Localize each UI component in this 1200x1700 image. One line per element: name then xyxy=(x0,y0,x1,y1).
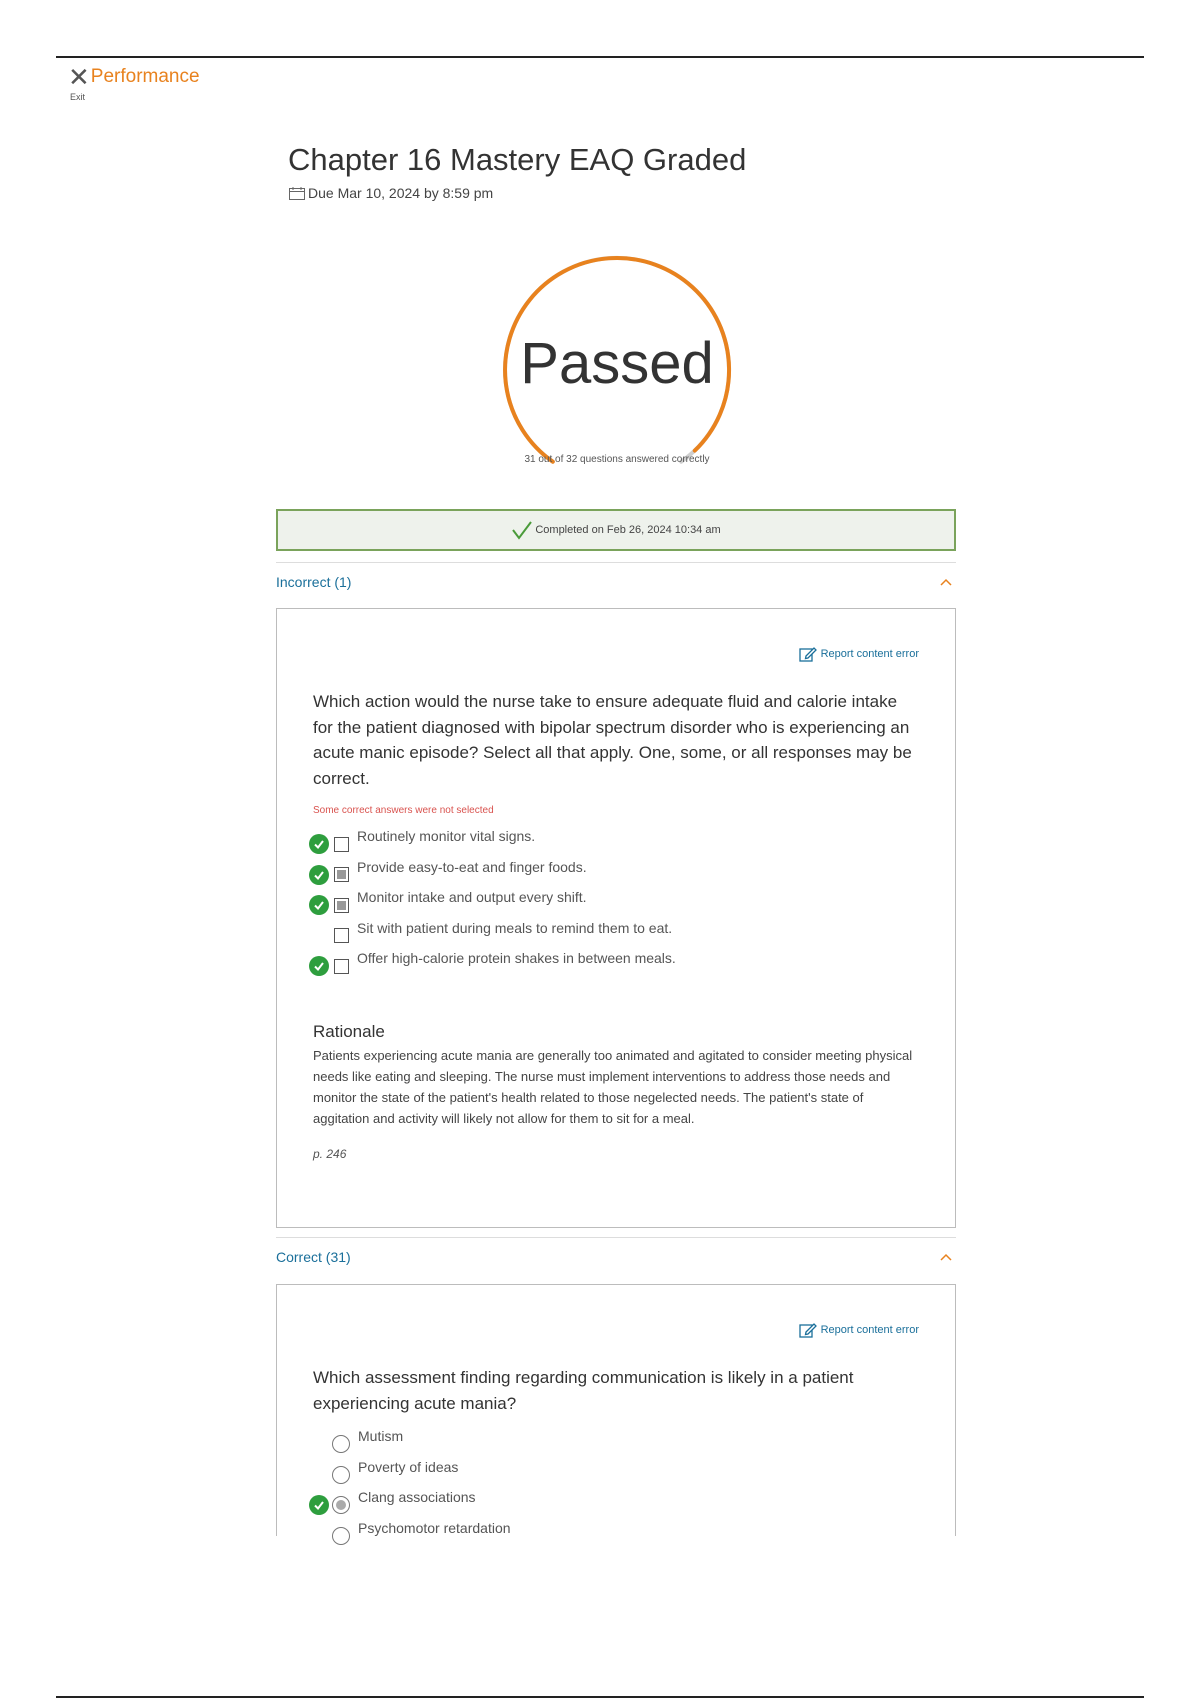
section-label-correct: Correct (31) xyxy=(276,1249,351,1265)
edit-icon xyxy=(799,645,817,663)
calendar-icon xyxy=(289,187,305,200)
report-error-label: Report content error xyxy=(820,648,919,660)
answer-option-text: Clang associations xyxy=(358,1489,476,1505)
rationale-text: Patients experiencing acute mania are generally too animated and agitated to consider meeting physical needs like eating and sleeping. The nurse must implement interventions to address those needs and monitor the state of the patient's health related to those negelected needs. The patient's state of aggitation and activity will likely not allow for them to sit for a meal. xyxy=(313,1048,913,1126)
checkmark-icon xyxy=(511,519,533,541)
answer-option-text: Offer high-calorie protein shakes in between meals. xyxy=(357,950,676,966)
empty-mark xyxy=(309,1526,329,1546)
answer-option[interactable] xyxy=(309,919,673,949)
completed-text: Completed on Feb 26, 2024 10:34 am xyxy=(535,524,721,536)
due-date xyxy=(289,185,493,201)
report-error-label: Report content error xyxy=(820,1324,919,1336)
question-card-incorrect xyxy=(276,608,956,1228)
app-name: Performance xyxy=(90,66,200,87)
answer-option[interactable] xyxy=(309,1428,404,1457)
answer-option[interactable] xyxy=(309,1458,459,1488)
answer-option-text: Mutism xyxy=(358,1428,404,1444)
answer-option[interactable] xyxy=(309,1519,511,1549)
completed-banner xyxy=(276,509,956,551)
bottom-rule xyxy=(56,1696,1144,1698)
question-text: Which assessment finding regarding communication is likely in a patient experiencing acute mania? xyxy=(313,1368,854,1413)
section-header-incorrect[interactable] xyxy=(276,574,956,590)
check-icon xyxy=(313,899,325,911)
section-header-correct[interactable] xyxy=(276,1249,956,1265)
answer-option-text: Psychomotor retardation xyxy=(358,1519,511,1536)
correct-check-icon xyxy=(309,1495,329,1515)
answer-option-text: Monitor intake and output every shift. xyxy=(357,889,587,905)
checkbox[interactable] xyxy=(334,898,349,913)
chevron-up-icon[interactable] xyxy=(940,578,952,586)
feedback-warning: Some correct answers were not selected xyxy=(313,805,494,816)
checkbox[interactable] xyxy=(334,959,349,974)
answer-option[interactable] xyxy=(309,858,587,888)
due-text: Due Mar 10, 2024 by 8:59 pm xyxy=(308,185,494,201)
checkbox[interactable] xyxy=(334,867,349,882)
radio[interactable] xyxy=(332,1466,350,1484)
correct-check-icon xyxy=(309,834,329,854)
radio[interactable] xyxy=(332,1527,350,1545)
brand xyxy=(68,62,200,92)
correct-check-icon xyxy=(309,865,329,885)
score-summary: 31 out of 32 questions answered correctly xyxy=(524,454,710,465)
checkbox[interactable] xyxy=(334,928,349,943)
answer-option-text: Provide easy-to-eat and finger foods. xyxy=(357,858,587,875)
answer-option[interactable] xyxy=(309,950,676,979)
answer-option[interactable] xyxy=(309,889,587,918)
page-reference: p. 246 xyxy=(313,1147,347,1161)
answer-option-text: Poverty of ideas xyxy=(358,1458,459,1475)
report-error-link[interactable] xyxy=(799,1321,919,1339)
exit-label[interactable]: Exit xyxy=(70,92,86,102)
pass-status: Passed xyxy=(520,331,714,396)
empty-mark xyxy=(309,1465,329,1485)
section-label-incorrect: Incorrect (1) xyxy=(276,574,352,590)
answer-option[interactable] xyxy=(309,828,536,857)
report-error-link[interactable] xyxy=(799,645,919,663)
correct-check-icon xyxy=(309,956,329,976)
chevron-up-icon[interactable] xyxy=(940,1253,952,1261)
answer-option-text: Routinely monitor vital signs. xyxy=(357,828,536,844)
section-divider xyxy=(276,1237,956,1238)
page-title: Chapter 16 Mastery EAQ Graded xyxy=(288,142,747,177)
edit-icon xyxy=(799,1321,817,1339)
check-icon xyxy=(313,838,325,850)
check-icon xyxy=(313,869,325,881)
question-card-correct xyxy=(276,1284,956,1536)
check-icon xyxy=(313,1499,325,1511)
answer-option-text: Sit with patient during meals to remind them to eat. xyxy=(357,919,673,936)
question-text: Which action would the nurse take to ensure adequate fluid and calorie intake for the patient diagnosed with bipolar spectrum disorder who is experiencing an acute manic episode? Select all that apply. One, some, or all responses may be correct. xyxy=(313,692,912,788)
empty-mark xyxy=(309,926,329,946)
empty-mark xyxy=(309,1434,329,1454)
close-icon[interactable]: ✕ xyxy=(68,62,90,92)
section-divider xyxy=(276,562,956,563)
top-rule xyxy=(56,56,1144,58)
radio[interactable] xyxy=(332,1435,350,1453)
answer-option[interactable] xyxy=(309,1489,476,1518)
checkbox[interactable] xyxy=(334,837,349,852)
correct-check-icon xyxy=(309,895,329,915)
rationale-title: Rationale xyxy=(313,1022,385,1041)
check-icon xyxy=(313,960,325,972)
radio[interactable] xyxy=(332,1496,350,1514)
